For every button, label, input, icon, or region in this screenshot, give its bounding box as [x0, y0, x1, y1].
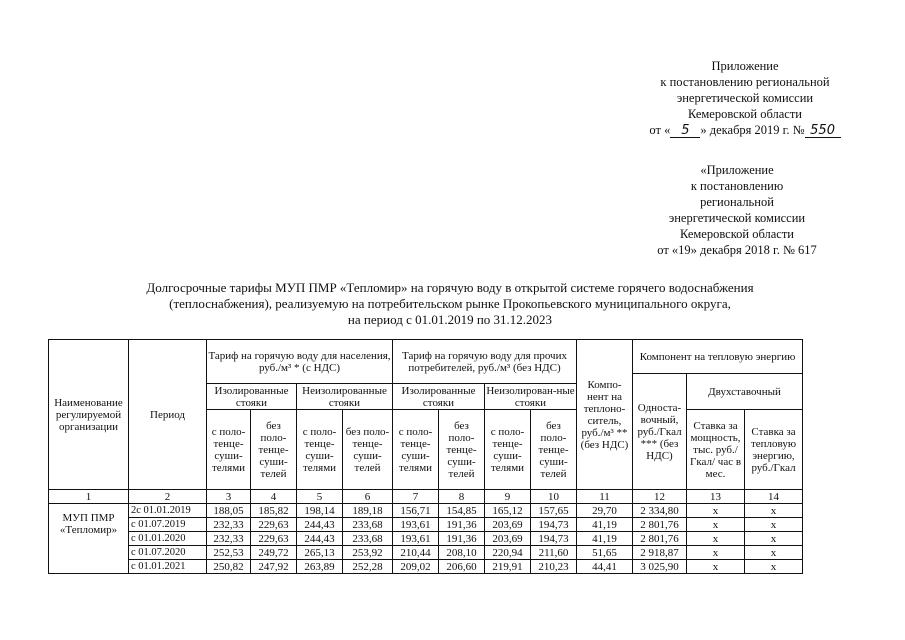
appendix-line: региональной — [700, 195, 774, 209]
value-cell: х — [687, 560, 745, 574]
header-without-towel-dryers: без поло-тенце-суши-телей — [343, 410, 393, 490]
header-two-rate: Двухставочный — [687, 374, 803, 410]
table-row — [49, 532, 803, 546]
appendix-title: «Приложение — [700, 163, 774, 177]
period-cell: с 01.01.2021 — [129, 560, 207, 574]
header-row-1 — [49, 340, 803, 374]
org-name-cell: МУП ПМР «Тепломир» — [49, 504, 129, 574]
value-cell: 253,92 — [343, 546, 393, 560]
header-with-towel-dryers: с поло-тенце-суши-телями — [393, 410, 439, 490]
appendix-line: энергетической комиссии — [676, 91, 814, 105]
header-without-towel-dryers: без поло-тенце-суши-телей — [439, 410, 485, 490]
column-number: 12 — [633, 490, 687, 504]
value-cell: 211,60 — [531, 546, 577, 560]
column-number: 3 — [207, 490, 251, 504]
header-capacity-rate: Ставка за мощность, тыс. руб./ Гкал/ час в мес. — [687, 410, 745, 490]
value-cell: х — [687, 518, 745, 532]
table-row — [49, 504, 803, 518]
header-period: Период — [129, 340, 207, 490]
value-cell: 250,82 — [207, 560, 251, 574]
value-cell: 2 801,76 — [633, 518, 687, 532]
appendix-previous-header — [632, 162, 842, 258]
value-cell: 203,69 — [485, 532, 531, 546]
appendix-line: Кемеровской области — [679, 227, 795, 241]
table-row — [49, 546, 803, 560]
value-cell: 156,71 — [393, 504, 439, 518]
value-cell: 263,89 — [297, 560, 343, 574]
document-title — [60, 280, 840, 328]
column-number: 14 — [745, 490, 803, 504]
header-isolated: Изолированные стояки — [393, 384, 485, 410]
value-cell: 2 801,76 — [633, 532, 687, 546]
value-cell: 229,63 — [251, 518, 297, 532]
period-cell: с 01.07.2020 — [129, 546, 207, 560]
column-number: 4 — [251, 490, 297, 504]
title-line: Долгосрочные тарифы МУП ПМР «Тепломир» на горячую воду в открытой системе горячего водоснабжения — [146, 280, 754, 295]
column-number: 8 — [439, 490, 485, 504]
value-cell: 252,53 — [207, 546, 251, 560]
column-number: 2 — [129, 490, 207, 504]
header-with-towel-dryers: с поло-тенце-суши-телями — [485, 410, 531, 490]
appendix-date-line — [610, 122, 880, 138]
value-cell: 233,68 — [343, 532, 393, 546]
value-cell: 193,61 — [393, 532, 439, 546]
value-cell: х — [745, 504, 803, 518]
appendix-date-line: от «19» декабря 2018 г. № 617 — [657, 243, 817, 257]
value-cell: 265,13 — [297, 546, 343, 560]
period-cell: с 01.01.2020 — [129, 532, 207, 546]
column-number: 10 — [531, 490, 577, 504]
value-cell: 208,10 — [439, 546, 485, 560]
column-number: 1 — [49, 490, 129, 504]
appendix-line: Кемеровской области — [687, 107, 803, 121]
value-cell: 198,14 — [297, 504, 343, 518]
value-cell: 188,05 — [207, 504, 251, 518]
value-cell: 29,70 — [577, 504, 633, 518]
column-number: 13 — [687, 490, 745, 504]
table-row — [49, 518, 803, 532]
value-cell: 2 918,87 — [633, 546, 687, 560]
value-cell: 51,65 — [577, 546, 633, 560]
value-cell: 154,85 — [439, 504, 485, 518]
header-isolated: Изолированные стояки — [207, 384, 297, 410]
value-cell: х — [687, 532, 745, 546]
handwritten-day: 5 — [670, 124, 700, 138]
value-cell: х — [745, 560, 803, 574]
value-cell: 210,23 — [531, 560, 577, 574]
header-population-tariff: Тариф на горячую воду для населения, руб./м³ * (с НДС) — [207, 340, 393, 384]
value-cell: 232,33 — [207, 518, 251, 532]
value-cell: 189,18 — [343, 504, 393, 518]
date-middle: » декабря 2019 г. № — [700, 123, 805, 137]
tariff-table — [48, 339, 803, 574]
column-number-row — [49, 490, 803, 504]
value-cell: 244,43 — [297, 532, 343, 546]
value-cell: 219,91 — [485, 560, 531, 574]
header-carrier-component: Компо-нент на теплоно-ситель, руб./м³ ** (без НДС) — [577, 340, 633, 490]
value-cell: 233,68 — [343, 518, 393, 532]
value-cell: 194,73 — [531, 532, 577, 546]
header-other-tariff: Тариф на горячую воду для прочих потребителей, руб./м³ (без НДС) — [393, 340, 577, 384]
value-cell: 41,19 — [577, 532, 633, 546]
value-cell: 244,43 — [297, 518, 343, 532]
header-single-rate: Односта-вочный, руб./Гкал *** (без НДС) — [633, 374, 687, 490]
value-cell: 247,92 — [251, 560, 297, 574]
value-cell: 191,36 — [439, 518, 485, 532]
period-cell: 2с 01.01.2019 — [129, 504, 207, 518]
value-cell: 193,61 — [393, 518, 439, 532]
appendix-current-header — [610, 58, 880, 138]
column-number: 9 — [485, 490, 531, 504]
header-with-towel-dryers: с поло-тенце-суши-телями — [207, 410, 251, 490]
title-line: на период с 01.01.2019 по 31.12.2023 — [347, 312, 553, 327]
value-cell: 249,72 — [251, 546, 297, 560]
period-cell: с 01.07.2019 — [129, 518, 207, 532]
header-org: Наименование регулируемой организации — [49, 340, 129, 490]
header-non-isolated: Неизолированные стояки — [297, 384, 393, 410]
column-number: 6 — [343, 490, 393, 504]
appendix-line: к постановлению региональной — [660, 75, 830, 89]
column-number: 7 — [393, 490, 439, 504]
value-cell: 165,12 — [485, 504, 531, 518]
value-cell: 220,94 — [485, 546, 531, 560]
value-cell: 203,69 — [485, 518, 531, 532]
value-cell: 44,41 — [577, 560, 633, 574]
value-cell: 157,65 — [531, 504, 577, 518]
value-cell: 41,19 — [577, 518, 633, 532]
value-cell: 194,73 — [531, 518, 577, 532]
value-cell: 206,60 — [439, 560, 485, 574]
value-cell: 232,33 — [207, 532, 251, 546]
value-cell: х — [745, 532, 803, 546]
appendix-title: Приложение — [711, 59, 779, 73]
value-cell: 210,44 — [393, 546, 439, 560]
value-cell: х — [687, 504, 745, 518]
header-without-towel-dryers: без поло-тенце-суши-телей — [251, 410, 297, 490]
title-line: (теплоснабжения), реализуемую на потребительском рынке Прокопьевского муниципального округа, — [169, 296, 731, 311]
value-cell: 209,02 — [393, 560, 439, 574]
value-cell: 252,28 — [343, 560, 393, 574]
header-without-towel-dryers: без поло-тенце-суши-телей — [531, 410, 577, 490]
date-prefix: от « — [649, 123, 671, 137]
value-cell: 3 025,90 — [633, 560, 687, 574]
value-cell: 2 334,80 — [633, 504, 687, 518]
value-cell: х — [687, 546, 745, 560]
header-energy-component: Компонент на тепловую энергию — [633, 340, 803, 374]
header-non-isolated: Неизолирован-ные стояки — [486, 384, 575, 409]
appendix-line: энергетической комиссии — [668, 211, 806, 225]
header-energy-rate: Ставка за тепловую энергию, руб./Гкал — [745, 410, 803, 490]
value-cell: х — [745, 518, 803, 532]
value-cell: 185,82 — [251, 504, 297, 518]
appendix-line: к постановлению — [690, 179, 784, 193]
header-with-towel-dryers: с поло-тенце-суши-телями — [297, 410, 343, 490]
value-cell: 191,36 — [439, 532, 485, 546]
column-number: 5 — [297, 490, 343, 504]
handwritten-number: 550 — [805, 124, 841, 138]
table-row — [49, 560, 803, 574]
value-cell: х — [745, 546, 803, 560]
value-cell: 229,63 — [251, 532, 297, 546]
column-number: 11 — [577, 490, 633, 504]
